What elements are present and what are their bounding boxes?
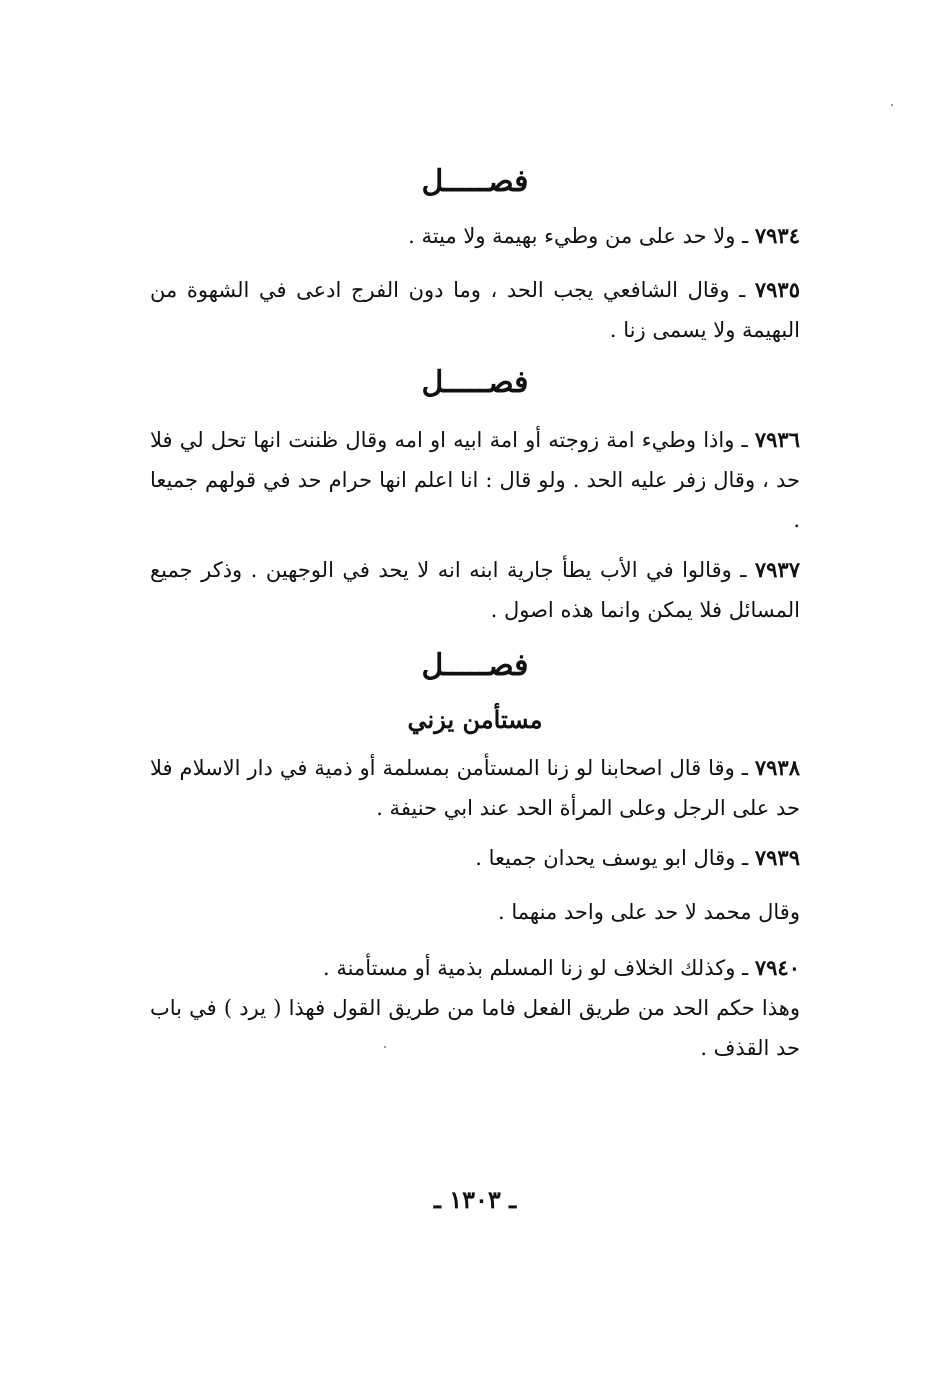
paragraph-text: ـ وقال ابو يوسف يحدان جميعا . — [475, 846, 755, 870]
paragraph-closing — [150, 988, 800, 1068]
page-number: ـ ١٣٠٣ ـ — [433, 1185, 517, 1214]
document-page — [150, 0, 800, 1374]
paragraph-text: ـ ولا حد على من وطيء بهيمة ولا ميتة . — [408, 224, 755, 248]
paragraph-number: ٧٩٣٦ — [754, 427, 800, 452]
section-heading-3: فصـــــل — [421, 648, 529, 683]
paragraph-text: ـ واذا وطيء امة زوجته أو امة ابيه او امه وقال ظننت انها تحل لي فلا حد ، وقال زفر عليه الحد . ولو قال : انا اعلم انها حرام حد في قولهم جميعا . — [150, 428, 800, 532]
paragraph-7936 — [150, 420, 800, 540]
paragraph-7940 — [210, 948, 800, 988]
section-heading-1: فصـــــل — [421, 164, 529, 199]
paragraph-7937 — [150, 550, 800, 630]
paragraph-7938 — [150, 748, 800, 828]
paragraph-text: ـ وقال الشافعي يجب الحد ، وما دون الفرج ادعى في الشهوة من البهيمة ولا يسمى زنا . — [150, 278, 800, 342]
paragraph-number: ٧٩٤٠ — [754, 955, 800, 980]
paragraph-text: ـ وقالوا في الأب يطأ جارية ابنه انه لا يحد في الوجهين . وذكر جميع المسائل فلا يمكن وانما هذه اصول . — [150, 558, 800, 622]
paragraph-text: وقال محمد لا حد على واحد منهما . — [498, 900, 800, 924]
paragraph-number: ٧٩٣٨ — [754, 755, 800, 780]
paragraph-number: ٧٩٣٤ — [754, 223, 800, 248]
section-subheading: مستأمن يزني — [407, 705, 543, 734]
paragraph-7934 — [260, 216, 800, 256]
paragraph-number: ٧٩٣٩ — [754, 845, 800, 870]
paragraph-number: ٧٩٣٧ — [754, 557, 800, 582]
paragraph-7939 — [260, 838, 800, 878]
paragraph-text: وهذا حكم الحد من طريق الفعل فاما من طريق القول فهذا ( يرد ) في باب حد القذف . — [150, 996, 800, 1060]
scan-speck — [891, 104, 893, 106]
paragraph-number: ٧٩٣٥ — [754, 277, 800, 302]
section-heading-2: فصـــــل — [421, 365, 529, 400]
paragraph-text: ـ وكذلك الخلاف لو زنا المسلم بذمية أو مستأمنة . — [323, 956, 755, 980]
paragraph-continuation — [260, 892, 800, 932]
paragraph-text: ـ وقا قال اصحابنا لو زنا المستأمن بمسلمة أو ذمية في دار الاسلام فلا حد على الرجل وعلى المرأة الحد عند ابي حنيفة . — [150, 756, 800, 820]
paragraph-7935 — [150, 270, 800, 350]
